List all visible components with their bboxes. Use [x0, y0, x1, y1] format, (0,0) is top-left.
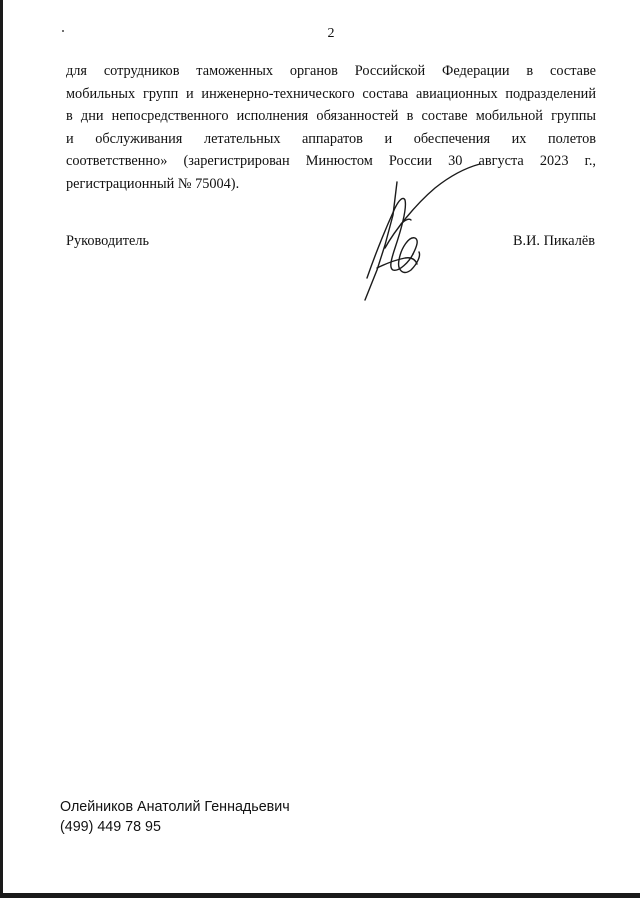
body-line: мобильных групп и инженерно-технического состава авиационных подразделений — [66, 85, 596, 102]
executor-phone: (499) 449 78 95 — [60, 819, 161, 835]
body-line: регистрационный № 75004). — [66, 175, 240, 192]
executor-contact — [60, 797, 290, 837]
signatory-role: Руководитель — [66, 233, 150, 249]
page-number: 2 — [327, 26, 335, 41]
executor-name: Олейников Анатолий Геннадьевич — [60, 799, 290, 815]
handwritten-signature — [355, 160, 485, 305]
body-line: соответственно» (зарегистрирован Минюстом России 30 августа 2023 г., — [66, 153, 596, 169]
scan-bottom-edge — [0, 893, 640, 898]
body-line: и обслуживания летательных аппаратов и обеспечения их полетов — [66, 130, 596, 147]
scan-left-edge — [0, 0, 3, 898]
signatory-name: В.И. Пикалёв — [513, 233, 595, 249]
body-line: для сотрудников таможенных органов Российской Федерации в составе — [66, 63, 596, 79]
body-line: в дни непосредственного исполнения обязанностей в составе мобильной группы — [66, 108, 596, 124]
body-paragraph — [66, 60, 596, 195]
